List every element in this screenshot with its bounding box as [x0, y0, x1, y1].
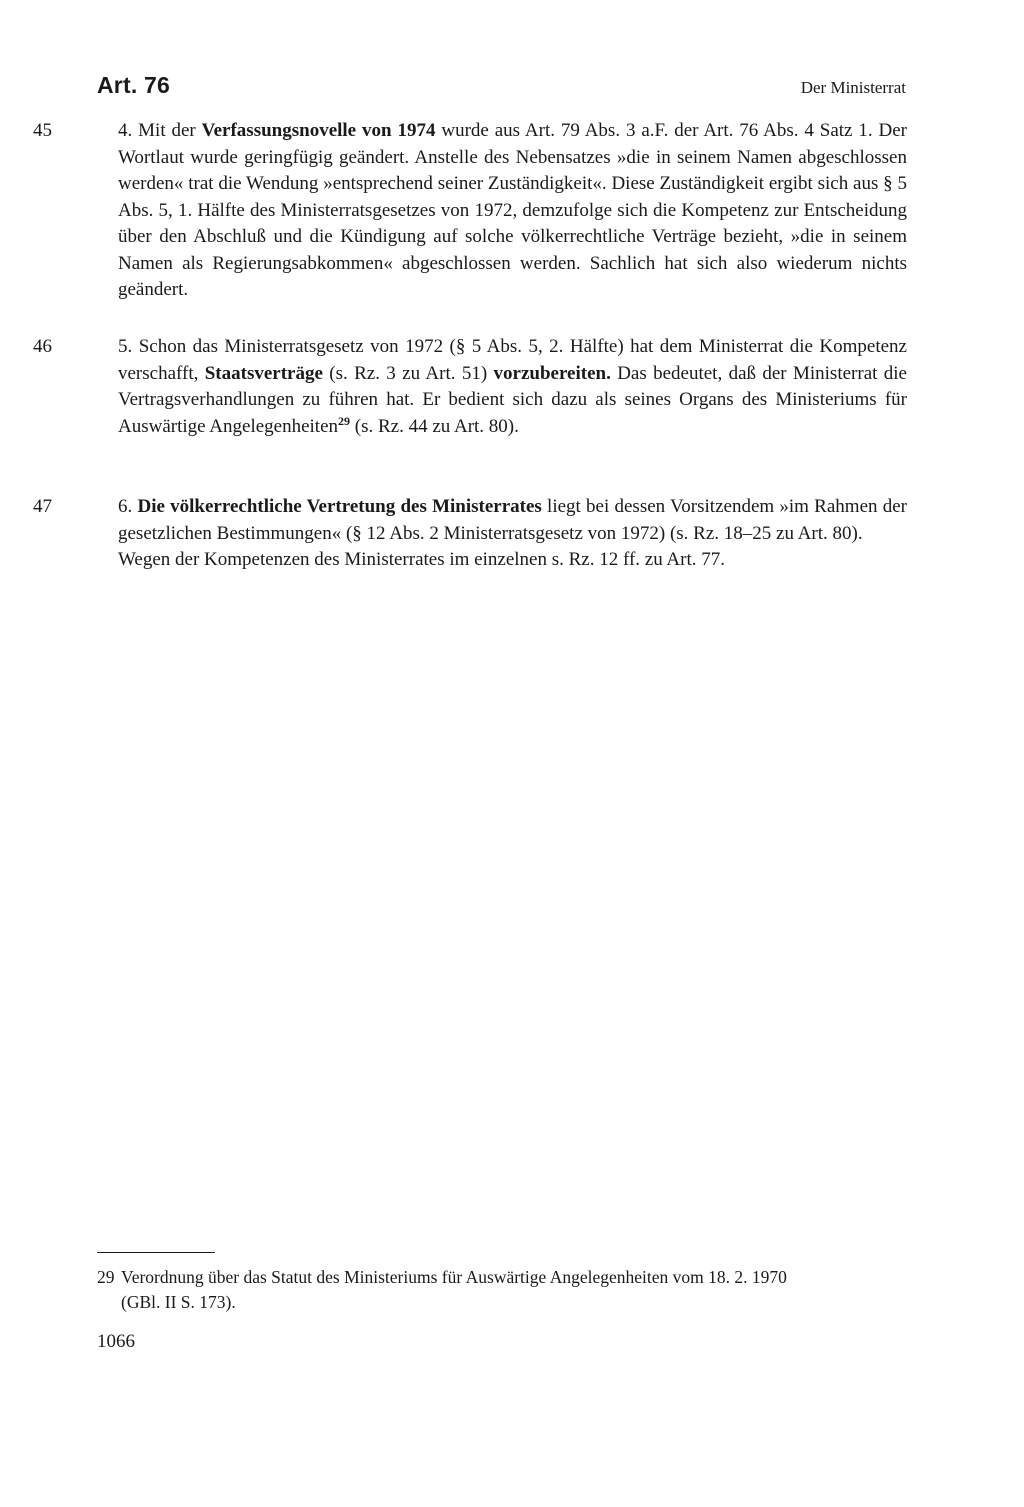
paragraph-text: 5. Schon das Ministerratsgesetz von 1972 (§ 5 Abs. 5, 2. Hälfte) hat dem Ministerrat die Kompetenz verschafft, Staatsverträge (s. Rz. 3 zu Art. 51) vorzubereiten. Das bedeutet, daß der Ministerrat die Vertragsverhandlungen zu führen hat. Er bedient sich dazu als seines Organs des Ministeriums für Auswärtige Angelegenheiten$^{29}$ (s. Rz. 44 zu Art. 80). — [118, 336, 907, 437]
footnote-text: Verordnung über das Statut des Ministeriums für Auswärtige Angelegenheiten vom 18. 2. 1970 — [121, 1267, 787, 1287]
margin-number: 47 — [33, 496, 52, 517]
footnote-line-1 — [97, 1265, 907, 1290]
paragraph-body: 6. Die völkerrechtliche Vertretung des Ministerrates liegt bei dessen Vorsitzendem »im Rahmen der gesetzlichen Bestimmungen« (§ 12 Abs. 2 Ministerratsgesetz von 1972) (s. Rz. 18–25 zu Art. 80). — [118, 496, 907, 544]
footnote-rule — [97, 1252, 215, 1253]
footnote-line-2: (GBl. II S. 173). — [121, 1292, 236, 1312]
paragraph-text — [118, 494, 907, 574]
article-heading: Art. 76 — [97, 72, 170, 98]
footnote-29 — [97, 1265, 907, 1315]
footnote-number: 29 — [97, 1267, 115, 1287]
paragraph-continuation: Wegen der Kompetenzen des Ministerrates im einzelnen s. Rz. 12 ff. zu Art. 77. — [118, 549, 725, 570]
paragraph-text: 4. Mit der Verfassungsnovelle von 1974 wurde aus Art. 79 Abs. 3 a.F. der Art. 76 Abs. 4 Satz 1. Der Wortlaut wurde geringfügig geändert. Anstelle des Nebensatzes »die in seinem Namen abgeschlossen werden« trat die Wendung »entsprechend seiner Zuständigkeit«. Diese Zuständigkeit ergibt sich aus § 5 Abs. 5, 1. Hälfte des Ministerratsgesetzes von 1972, demzufolge sich die Kompetenz zur Entscheidung über den Abschluß und die Kündigung auf solche völkerrechtliche Verträge bezieht, »die in seinem Namen als Regierungsabkommen« abgeschlossen werden. Sachlich hat sich also wiederum nichts geändert. — [118, 120, 907, 300]
margin-number: 46 — [33, 336, 52, 357]
margin-number: 45 — [33, 120, 52, 141]
running-title: Der Ministerrat — [800, 78, 906, 97]
page-number: 1066 — [97, 1331, 135, 1352]
